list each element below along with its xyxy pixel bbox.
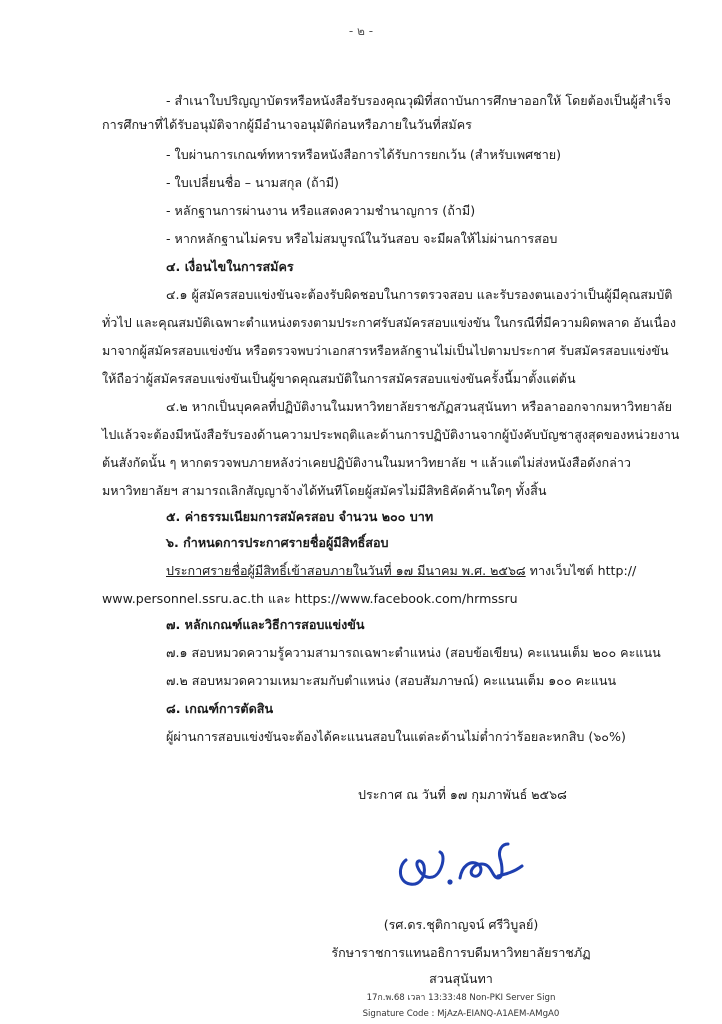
doc-item-military: - ใบผ่านการเกณฑ์ทหารหรือหนังสือการได้รับการยกเว้น (สำหรับเพศชาย) bbox=[166, 147, 562, 162]
announcement-date-line bbox=[166, 562, 636, 580]
section-8-text: ผู้ผ่านการสอบแข่งขันจะต้องได้คะแนนสอบในแต่ละด้านไม่ต่ำกว่าร้อยละหกสิบ (๖๐%) bbox=[166, 729, 626, 744]
announcement-date-underlined: ประกาศรายชื่อผู้มีสิทธิ์เข้าสอบภายในวันที่ ๑๗ มีนาคม พ.ศ. ๒๕๖๘ bbox=[166, 563, 526, 578]
page-number: - ๒ - bbox=[348, 24, 374, 38]
section-4-2-line: ไปแล้วจะต้องมีหนังสือรับรองด้านความประพฤติและด้านการปฏิบัติงานจากผู้บังคับบัญชาสูงสุดของหน่วยงาน bbox=[102, 427, 680, 442]
section-4-2-line: มหาวิทยาลัยฯ สามารถเลิกสัญญาจ้างได้ทันทีโดยผู้สมัครไม่มีสิทธิคัดค้านใดๆ ทั้งสิ้น bbox=[102, 483, 547, 498]
doc-item-degree-cont: การศึกษาที่ได้รับอนุมัติจากผู้มีอำนาจอนุมัติก่อนหรือภายในวันที่สมัคร bbox=[102, 117, 472, 132]
section-4-1-line: มาจากผู้สมัครสอบแข่งขัน หรือตรวจพบว่าเอกสารหรือหลักฐานไม่เป็นไปตามประกาศ รับสมัครสอบแข่งขัน bbox=[102, 343, 669, 358]
signer-title-line1: รักษาราชการแทนอธิการบดีมหาวิทยาลัยราชภัฏ bbox=[331, 945, 591, 960]
signer-title-line2: สวนสุนันทา bbox=[429, 971, 493, 986]
section-4-1-line: ทั่วไป และคุณสมบัติเฉพาะตำแหน่งตรงตามประกาศรับสมัครสอบแข่งขัน ในกรณีที่มีความผิดพลาด อันเนื่อง bbox=[102, 315, 677, 330]
section-5-heading: ๕. ค่าธรรมเนียมการสมัครสอบ จำนวน ๒๐๐ บาท bbox=[166, 509, 434, 524]
announcement-issued-date: ประกาศ ณ วันที่ ๑๗ กุมภาพันธ์ ๒๕๖๘ bbox=[358, 787, 567, 802]
esign-timestamp: 17ก.พ.68 เวลา 13:33:48 Non-PKI Server Sign bbox=[366, 993, 556, 1003]
exam-written-item: ๗.๑ สอบหมวดความรู้ความสามารถเฉพาะตำแหน่ง (สอบข้อเขียน) คะแนนเต็ม ๒๐๐ คะแนน bbox=[166, 645, 661, 660]
exam-interview-item: ๗.๒ สอบหมวดความเหมาะสมกับตำแหน่ง (สอบสัมภาษณ์) คะแนนเต็ม ๑๐๐ คะแนน bbox=[166, 673, 617, 688]
doc-item-experience: - หลักฐานการผ่านงาน หรือแสดงความชำนาญการ (ถ้ามี) bbox=[166, 203, 476, 218]
section-7-heading: ๗. หลักเกณฑ์และวิธีการสอบแข่งขัน bbox=[166, 617, 365, 632]
announcement-urls: www.personnel.ssru.ac.th และ https://www.facebook.com/hrmssru bbox=[102, 591, 518, 606]
doc-item-name-change: - ใบเปลี่ยนชื่อ – นามสกุล (ถ้ามี) bbox=[166, 175, 339, 190]
section-4-2-line: ต้นสังกัดนั้น ๆ หากตรวจพบภายหลังว่าเคยปฏิบัติงานในมหาวิทยาลัย ฯ แล้วแต่ไม่ส่งหนังสือดังกล่าว bbox=[102, 455, 631, 470]
signer-name: (รศ.ดร.ชุติกาญจน์ ศรีวิบูลย์) bbox=[383, 917, 539, 932]
section-6-heading: ๖. กำหนดการประกาศรายชื่อผู้มีสิทธิ์สอบ bbox=[166, 535, 389, 550]
section-4-heading: ๔. เงื่อนไขในการสมัคร bbox=[166, 259, 294, 274]
esign-signature-code: Signature Code : MjAzA-EIANQ-A1AEM-AMgA0 bbox=[362, 1009, 560, 1019]
section-8-heading: ๘. เกณฑ์การตัดสิน bbox=[166, 701, 274, 716]
doc-item-incomplete: - หากหลักฐานไม่ครบ หรือไม่สมบูรณ์ในวันสอบ จะมีผลให้ไม่ผ่านการสอบ bbox=[166, 231, 558, 246]
section-4-2-line: ๔.๒ หากเป็นบุคคลที่ปฏิบัติงานในมหาวิทยาลัยราชภัฏสวนสุนันทา หรือลาออกจากมหาวิทยาลัย bbox=[166, 399, 673, 414]
announcement-website-prefix: ทางเว็บไซต์ http:// bbox=[525, 563, 637, 578]
doc-item-degree: - สำเนาใบปริญญาบัตรหรือหนังสือรับรองคุณวุฒิที่สถาบันการศึกษาออกให้ โดยต้องเป็นผู้สำเร็จ bbox=[166, 93, 672, 108]
section-4-1-line: ๔.๑ ผู้สมัครสอบแข่งขันจะต้องรับผิดชอบในการตรวจสอบ และรับรองตนเองว่าเป็นผู้มีคุณสมบัติ bbox=[166, 287, 673, 302]
section-4-1-line: ให้ถือว่าผู้สมัครสอบแข่งขันเป็นผู้ขาดคุณสมบัติในการสมัครสอบแข่งขันครั้งนี้มาตั้งแต่ต้น bbox=[102, 371, 576, 386]
handwritten-signature bbox=[388, 838, 528, 898]
